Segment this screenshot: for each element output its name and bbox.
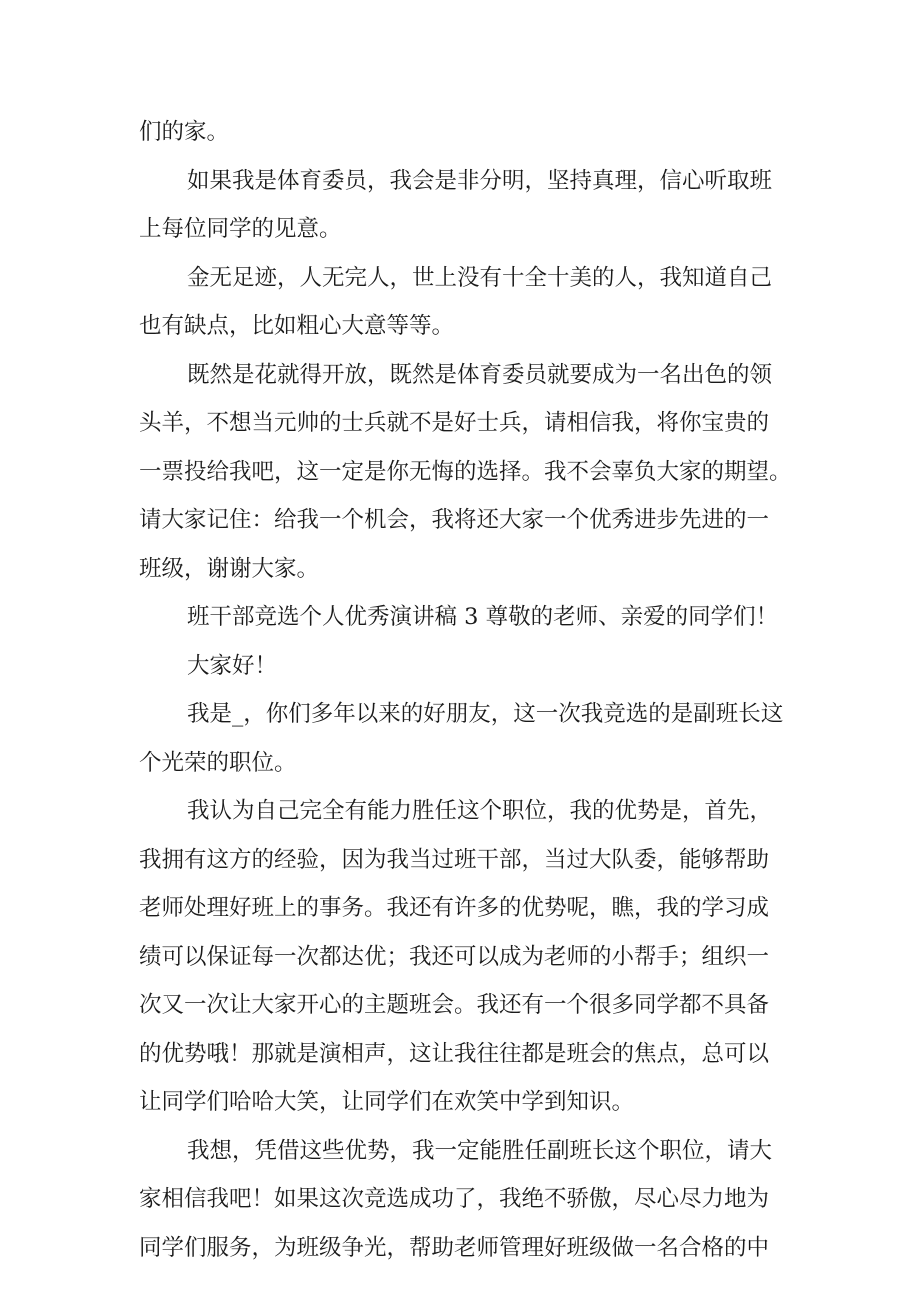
text-line: 我想，凭借这些优势，我一定能胜任副班长这个职位，请大	[187, 1137, 773, 1164]
text-line: 我拥有这方的经验，因为我当过班干部，当过大队委，能够帮助	[139, 846, 770, 873]
text-line: 我是_，你们多年以来的好朋友，这一次我竞选的是副班长这	[187, 701, 784, 727]
text-line: 如果我是体育委员，我会是非分明，坚持真理，信心听取班	[187, 167, 773, 194]
text-line: 个光荣的职位。	[139, 749, 297, 776]
text-line: 我认为自己完全有能力胜任这个职位，我的优势是，首先，	[187, 798, 773, 824]
text-line: 绩可以保证每一次都达优；我还可以成为老师的小帮手；组织一	[139, 943, 770, 970]
text-line: 同学们服务，为班级争光，帮助老师管理好班级做一名合格的中	[139, 1234, 770, 1261]
document-body	[139, 108, 799, 1272]
text-line: 次又一次让大家开心的主题班会。我还有一个很多同学都不具备	[139, 992, 770, 1018]
text-line: 一票投给我吧，这一定是你无悔的选择。我不会辜负大家的期望。	[139, 458, 792, 485]
text-line: 老师处理好班上的事务。我还有许多的优势呢，瞧，我的学习成	[139, 895, 770, 921]
text-line: 也有缺点，比如粗心大意等等。	[139, 313, 455, 339]
text-line: 金无足迹，人无完人，世上没有十全十美的人，我知道自己	[187, 264, 773, 291]
text-line: 班级，谢谢大家。	[139, 555, 320, 582]
text-line: 头羊，不想当元帅的士兵就不是好士兵，请相信我，将你宝贵的	[139, 410, 770, 436]
text-line: 班干部竞选个人优秀演讲稿 3 尊敬的老师、亲爱的同学们！	[187, 604, 779, 630]
text-line: 上每位同学的见意。	[139, 216, 342, 242]
text-line: 的优势哦！那就是演相声，这让我往往都是班会的焦点，总可以	[139, 1040, 770, 1067]
text-line: 们的家。	[139, 119, 230, 145]
text-line: 既然是花就得开放，既然是体育委员就要成为一名出色的领	[187, 361, 773, 388]
text-line: 家相信我吧！如果这次竞选成功了，我绝不骄傲，尽心尽力地为	[139, 1186, 770, 1212]
text-line: 大家好！	[187, 652, 278, 679]
text-line: 请大家记住：给我一个机会，我将还大家一个优秀进步先进的一	[139, 507, 770, 533]
text-line: 让同学们哈哈大笑，让同学们在欢笑中学到知识。	[139, 1089, 635, 1115]
